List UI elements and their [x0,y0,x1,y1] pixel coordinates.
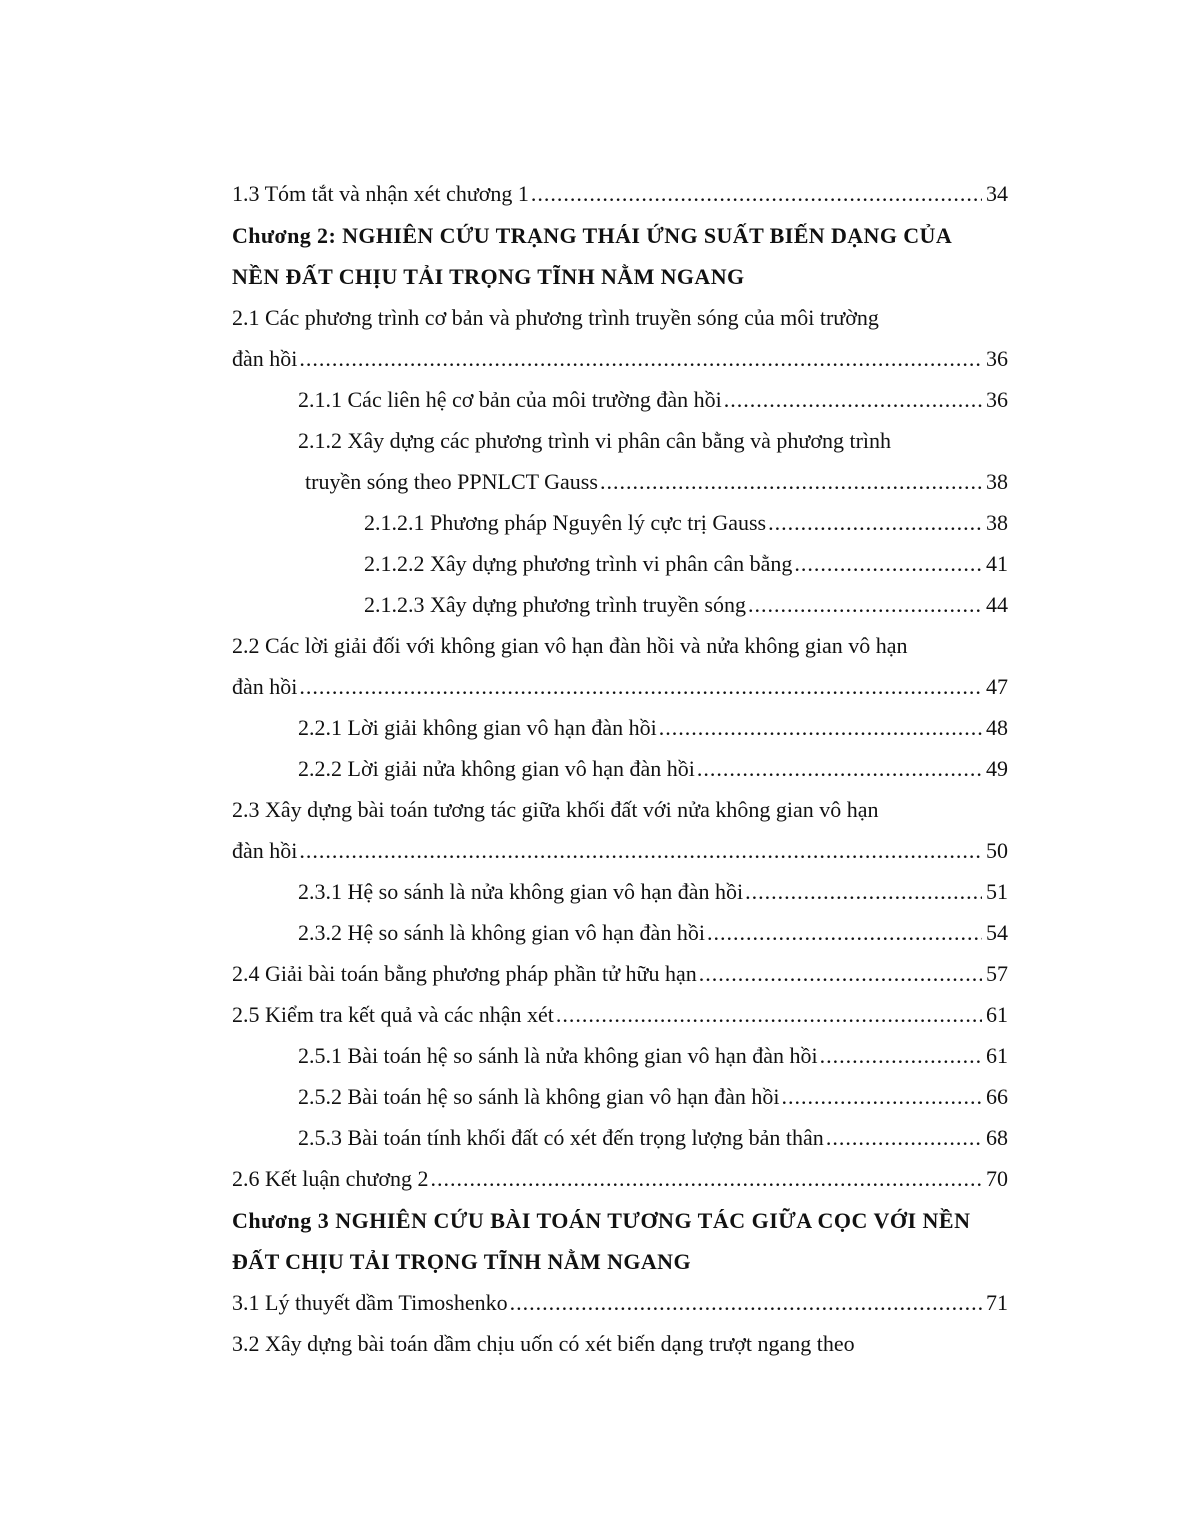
toc-leader-dots [768,509,982,537]
toc-leader-dots [531,180,982,208]
toc-leader-dots [699,960,982,988]
toc-entry [0,796,1190,837]
toc-page-number: 38 [986,469,1008,494]
toc-leader-dots [510,1289,982,1317]
toc-page-number: 54 [986,920,1008,945]
toc-leader-dots [794,550,982,578]
toc-entry [0,1330,1190,1371]
toc-page-number: 61 [986,1002,1008,1027]
toc-entry-title: 2.2 Các lời giải đối với không gian vô hạn đàn hồi và nửa không gian vô hạn [232,633,908,658]
toc-entry-title: 2.1.2.3 Xây dựng phương trình truyền sóng [364,592,746,617]
toc-entry-title: 2.2.2 Lời giải nửa không gian vô hạn đàn hồi [298,756,695,781]
toc-entry-title: 2.1 Các phương trình cơ bản và phương trình truyền sóng của môi trường [232,305,879,330]
toc-page-number: 36 [986,387,1008,412]
toc-page-number: 44 [986,592,1008,617]
toc-entry-title: 3.2 Xây dựng bài toán dầm chịu uốn có xét biến dạng trượt ngang theo [232,1331,855,1356]
toc-leader-dots [659,714,982,742]
toc-leader-dots [697,755,982,783]
toc-entry-title: 2.1.2.1 Phương pháp Nguyên lý cực trị Gauss [364,510,767,535]
toc-page-number: 70 [986,1166,1008,1191]
chapter-heading-continued [0,1248,1190,1289]
toc-entry [0,591,1190,632]
chapter-heading-continued [0,263,1190,304]
toc-leader-dots [299,837,982,865]
toc-leader-dots [748,591,982,619]
toc-leader-dots [430,1165,982,1193]
toc-leader-dots [600,468,982,496]
chapter-title: Chương 3 NGHIÊN CỨU BÀI TOÁN TƯƠNG TÁC GIỮA CỌC VỚI NỀN [232,1208,971,1233]
toc-page-number: 68 [986,1125,1008,1150]
toc-entry-title: 2.3.1 Hệ so sánh là nửa không gian vô hạn đàn hồi [298,879,744,904]
toc-entry [0,673,1190,714]
toc-entry [0,509,1190,550]
toc-entry [0,1042,1190,1083]
toc-entry-title: truyền sóng theo PPNLCT Gauss [305,469,598,494]
toc-entry [0,1289,1190,1330]
toc-page-number: 36 [986,346,1008,371]
toc-page-number: 38 [986,510,1008,535]
toc-leader-dots [707,919,982,947]
chapter-title-continued: ĐẤT CHỊU TẢI TRỌNG TĨNH NẰM NGANG [232,1249,691,1274]
toc-entry [0,1165,1190,1206]
toc-leader-dots [781,1083,982,1111]
toc-entry-title: 2.3 Xây dựng bài toán tương tác giữa khối đất với nửa không gian vô hạn [232,797,879,822]
toc-entry [0,632,1190,673]
chapter-heading [0,222,1190,263]
toc-page-number: 48 [986,715,1008,740]
toc-page-number: 49 [986,756,1008,781]
toc-entry-title: 2.1.2.2 Xây dựng phương trình vi phân cân bằng [364,551,793,576]
toc-leader-dots [820,1042,982,1070]
toc-page-number: 71 [986,1290,1008,1315]
toc-entry [0,468,1190,509]
chapter-title-continued: NỀN ĐẤT CHỊU TẢI TRỌNG TĨNH NẰM NGANG [232,264,745,289]
toc-entry-title: 2.5.2 Bài toán hệ so sánh là không gian vô hạn đàn hồi [298,1084,780,1109]
toc-entry-title: 2.3.2 Hệ so sánh là không gian vô hạn đàn hồi [298,920,705,945]
toc-entry [0,345,1190,386]
toc-entry [0,1083,1190,1124]
toc-entry [0,837,1190,878]
toc-leader-dots [826,1124,982,1152]
toc-entry-title: 2.4 Giải bài toán bằng phương pháp phần tử hữu hạn [232,961,697,986]
toc-entry [0,1124,1190,1165]
toc-entry-title: 2.2.1 Lời giải không gian vô hạn đàn hồi [298,715,657,740]
toc-entry [0,386,1190,427]
chapter-heading [0,1207,1190,1248]
toc-entry [0,1001,1190,1042]
toc-entry [0,919,1190,960]
toc-entry [0,427,1190,468]
toc-page-number: 41 [986,551,1008,576]
toc-entry-title: 2.1.2 Xây dựng các phương trình vi phân cân bằng và phương trình [298,428,892,453]
toc-entry [0,960,1190,1001]
toc-entry-title: đàn hồi [232,346,298,371]
toc-page-number: 47 [986,674,1008,699]
toc-entry-title: 2.5.1 Bài toán hệ so sánh là nửa không gian vô hạn đàn hồi [298,1043,818,1068]
toc-page-number: 61 [986,1043,1008,1068]
toc-page-number: 51 [986,879,1008,904]
toc-entry [0,180,1190,221]
toc-page-number: 34 [986,181,1008,206]
toc-leader-dots [556,1001,982,1029]
toc-entry [0,550,1190,591]
toc-leader-dots [724,386,982,414]
toc-leader-dots [299,673,982,701]
toc-entry [0,304,1190,345]
toc-page-number: 66 [986,1084,1008,1109]
toc-leader-dots [745,878,982,906]
toc-entry-title: 2.1.1 Các liên hệ cơ bản của môi trường đàn hồi [298,387,722,412]
toc-entry-title: đàn hồi [232,674,298,699]
toc-entry [0,755,1190,796]
toc-entry-title: 2.5 Kiểm tra kết quả và các nhận xét [232,1002,554,1027]
toc-entry-title: 2.6 Kết luận chương 2 [232,1166,429,1191]
toc-entry-title: 3.1 Lý thuyết dầm Timoshenko [232,1290,508,1315]
toc-entry-title: 1.3 Tóm tắt và nhận xét chương 1 [232,181,529,206]
toc-entry-title: đàn hồi [232,838,298,863]
toc-entry [0,878,1190,919]
toc-entry-title: 2.5.3 Bài toán tính khối đất có xét đến trọng lượng bản thân [298,1125,824,1150]
toc-page-number: 57 [986,961,1008,986]
toc-entry [0,714,1190,755]
toc-page-number: 50 [986,838,1008,863]
toc-leader-dots [299,345,982,373]
chapter-title: Chương 2: NGHIÊN CỨU TRẠNG THÁI ỨNG SUẤT BIẾN DẠNG CỦA [232,223,953,248]
